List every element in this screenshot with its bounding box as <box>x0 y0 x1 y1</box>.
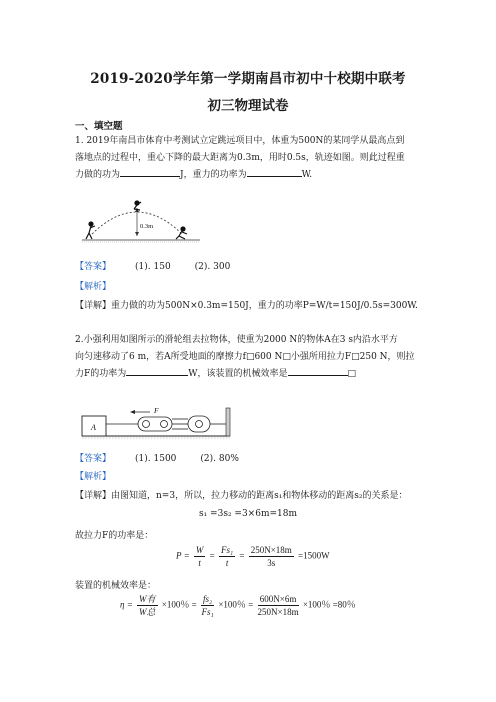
q2-line2: 向匀速移动了6 m，若A所受地面的摩擦力f□600 N□小强所用拉力F□250 N，则拉 <box>75 352 415 362</box>
q1-detail: 【详解】重力做的功为500N×0.3m=150J，重力的功率P=W/t=150J/0.5s=300W. <box>75 301 418 311</box>
q1-text <box>75 133 427 184</box>
jumper-mid-icon <box>134 201 141 210</box>
q2-detail: 【详解】由图知道，n=3，所以，拉力移动的距离s₁和物体移动的距离s₂的关系是： <box>75 491 408 501</box>
q2-line1: 2.小强利用如图所示的滑轮组去拉物体，使重为2000 N的物体A在3 s内沿水平方 <box>75 335 398 345</box>
exam-subtitle: 初三物理试卷 <box>207 98 289 114</box>
q1-blank-2 <box>247 168 302 177</box>
q1-line1: 1. 2019年南昌市体育中考测试立定跳远项目中，体重为500N的某同学从最高点到 <box>75 136 405 146</box>
q2-answer: 【答案】 (1). 1500 (2). 80% <box>75 454 239 464</box>
q2-text <box>75 332 427 383</box>
q2-power-intro: 故拉力F的功率是： <box>75 531 154 541</box>
q1-line3: 力做的功为 J，重力的功率为 W. <box>75 170 313 180</box>
section-heading: 一、填空题 <box>75 121 123 132</box>
force-label: F <box>154 406 159 415</box>
jumper-start-icon <box>86 222 95 239</box>
efficiency-formula: η = $\frac{\text{W有}}{\text{W总}}$ ×100％ = $\frac{\text{fs₂}}{\text{Fs₁}}$ ×100％ = $\frac{600N\times 6m}{250N\times 18m}$ ×100％ =80％ <box>120 594 356 617</box>
exam-title: 2019-2020学年第一学期南昌市初中十校期中联考 <box>90 71 406 87</box>
power-formula: P = $\frac{W}{t}$ = $\frac{\text{Fs₁}}{t}$ = $\frac{250N\times 18m}{3s}$ =1500W <box>176 545 330 568</box>
q2-line3: 力F的功率为 W，该装置的机械效率是 □ <box>75 369 357 379</box>
q1-answer: 【答案】 (1). 150 (2). 300 <box>75 262 231 272</box>
movable-pulley-icon <box>138 417 172 431</box>
block-label: A <box>91 423 96 432</box>
height-label: 0.3m <box>140 223 154 230</box>
q1-line2: 落地点的过程中，重心下降的最大距离为0.3m，用时0.5s，轨迹如图。则此过程重 <box>75 153 405 163</box>
q2-analysis-tag: 【解析】 <box>75 472 112 482</box>
q2-blank-1 <box>126 367 188 376</box>
q2-efficiency-intro: 装置的机械效率是： <box>75 581 157 591</box>
q1-blank-1 <box>120 168 180 177</box>
q1-analysis-tag: 【解析】 <box>75 282 112 292</box>
pulley-system-figure <box>80 404 245 442</box>
fixed-pulley-icon <box>188 416 210 432</box>
q2-blank-2 <box>288 367 348 376</box>
q2-distance-equation: s₁ =3s₂ =3×6m=18m <box>198 509 298 519</box>
jump-trajectory-figure <box>82 196 200 246</box>
force-arrow-icon <box>130 410 135 414</box>
wall <box>226 408 230 436</box>
